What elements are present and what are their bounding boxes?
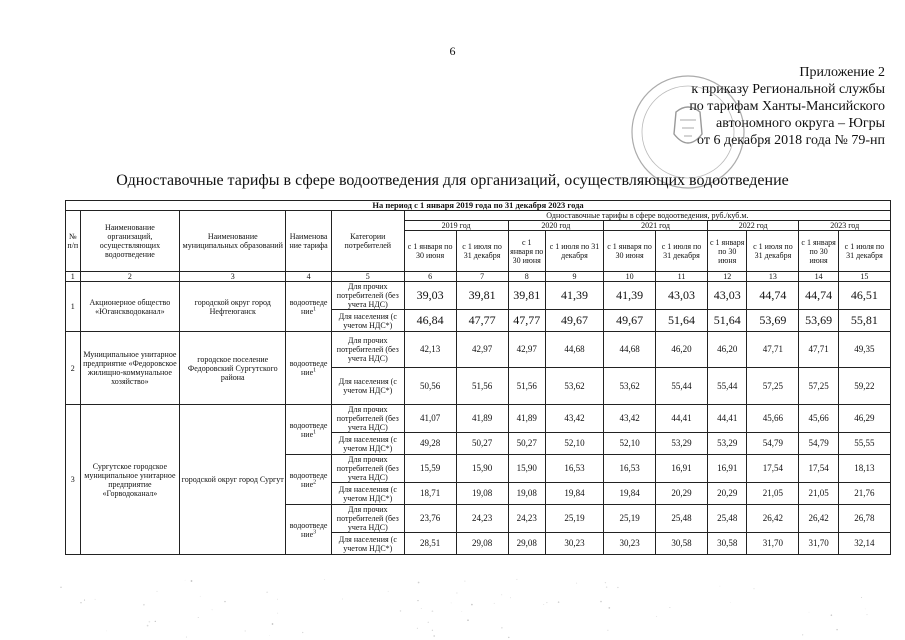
sub-period-header: с 1 июля по 31 декабря [456,231,508,272]
tariff-value: 15,90 [456,455,508,483]
column-number: 12 [707,272,746,282]
tariff-value: 16,53 [604,455,656,483]
org-number: 2 [66,332,81,405]
sub-period-header: с 1 января по 30 июня [799,231,838,272]
table-row [66,211,891,221]
tariff-value: 17,54 [799,455,838,483]
tariff-value: 50,27 [456,433,508,455]
consumer-category: Для населения (с учетом НДС*) [331,433,404,455]
tariff-value: 41,89 [456,405,508,433]
tariff-value: 53,69 [747,310,799,332]
tariff-value: 43,42 [604,405,656,433]
consumer-category: Для прочих потребителей (без учета НДС) [331,332,404,368]
column-number: 5 [331,272,404,282]
tariff-name: водоотведе ние$^1$ [286,332,332,405]
tariff-value: 49,67 [604,310,656,332]
appendix-line-4: автономного округа – Югры [716,116,885,131]
tariff-value: 41,07 [404,405,456,433]
tariff-value: 53,29 [656,433,708,455]
column-number: 9 [545,272,603,282]
column-number: 8 [508,272,545,282]
org-name: Сургутское городское муниципальное унитарное предприятие «Горводоканал» [80,405,180,555]
tariff-value: 21,05 [799,483,838,505]
tariff-value: 21,76 [838,483,890,505]
tariff-value: 43,03 [656,282,708,310]
tariff-value: 41,39 [545,282,603,310]
tariff-value: 44,74 [799,282,838,310]
tariff-value: 24,23 [508,505,545,533]
org-number: 1 [66,282,81,332]
tariff-value: 51,64 [707,310,746,332]
tariff-value: 32,14 [838,533,890,555]
tariff-value: 30,23 [604,533,656,555]
tariff-value: 31,70 [747,533,799,555]
sub-period-header: с 1 января по 30 июня [604,231,656,272]
consumer-category: Для населения (с учетом НДС*) [331,533,404,555]
tariff-value: 55,81 [838,310,890,332]
tariff-value: 44,68 [604,332,656,368]
tariff-value: 15,90 [508,455,545,483]
scan-noise [40,578,900,640]
consumer-category: Для прочих потребителей (без учета НДС) [331,505,404,533]
tariff-value: 52,10 [545,433,603,455]
column-number: 3 [180,272,286,282]
tariff-value: 16,91 [656,455,708,483]
tariff-value: 46,20 [707,332,746,368]
tariff-value: 43,42 [545,405,603,433]
column-number: 14 [799,272,838,282]
tariff-value: 46,51 [838,282,890,310]
tariff-value: 46,20 [656,332,708,368]
tariff-value: 21,05 [747,483,799,505]
tariff-value: 31,70 [799,533,838,555]
tariff-value: 57,25 [747,368,799,405]
tariff-value: 55,44 [707,368,746,405]
municipality-name: городское поселение Федоровский Сургутского района [180,332,286,405]
sub-period-header: с 1 июля по 31 декабря [838,231,890,272]
tariff-value: 42,97 [456,332,508,368]
column-number: 11 [656,272,708,282]
tariff-value: 30,23 [545,533,603,555]
tariff-value: 54,79 [799,433,838,455]
tariff-value: 16,53 [545,455,603,483]
document-title: Одноставочные тарифы в сфере водоотведения для организаций, осуществляющих водоотведение [116,172,789,189]
sub-period-header: с 1 января по 30 июня [508,231,545,272]
tariff-value: 43,03 [707,282,746,310]
tariff-value: 26,78 [838,505,890,533]
tariff-value: 15,59 [404,455,456,483]
appendix-line-3: по тарифам Ханты-Мансийского [689,99,885,114]
tariff-value: 50,27 [508,433,545,455]
appendix-line-2: к приказу Региональной службы [691,82,885,97]
table-row [66,201,891,211]
tariff-value: 39,81 [508,282,545,310]
column-number: 7 [456,272,508,282]
tariff-value: 45,66 [747,405,799,433]
col-header-num: № п/п [66,211,81,272]
municipality-name: городской округ город Нефтеюганск [180,282,286,332]
tariff-value: 59,22 [838,368,890,405]
tariff-value: 52,10 [604,433,656,455]
tariff-value: 25,19 [545,505,603,533]
tariff-value: 46,29 [838,405,890,433]
tariff-value: 49,67 [545,310,603,332]
tariff-value: 53,29 [707,433,746,455]
tariff-value: 18,71 [404,483,456,505]
consumer-category: Для прочих потребителей (без учета НДС) [331,282,404,310]
tariff-value: 45,66 [799,405,838,433]
tariff-value: 47,77 [456,310,508,332]
tariff-name: водоотведе ние$^1$ [286,282,332,332]
tariff-value: 30,58 [707,533,746,555]
footnote-marker: 1 [313,367,317,374]
table-row [66,282,891,310]
footnote-marker: 1 [313,428,317,435]
page-number: 6 [449,44,456,58]
tariff-value: 53,62 [545,368,603,405]
tariff-value: 19,08 [456,483,508,505]
tariff-value: 51,64 [656,310,708,332]
tariff-value: 42,13 [404,332,456,368]
col-header-tariffs-group: Одноставочные тарифы в сфере водоотведения, руб./куб.м. [404,211,890,221]
tariff-value: 25,48 [707,505,746,533]
column-number: 10 [604,272,656,282]
consumer-category: Для населения (с учетом НДС*) [331,310,404,332]
tariff-value: 53,62 [604,368,656,405]
tariff-value: 20,29 [656,483,708,505]
year-header: 2023 год [799,221,891,231]
tariff-value: 51,56 [508,368,545,405]
tariff-value: 16,91 [707,455,746,483]
year-header: 2021 год [604,221,708,231]
tariff-value: 39,81 [456,282,508,310]
tariff-value: 44,68 [545,332,603,368]
sub-period-header: с 1 июля по 31 декабря [656,231,708,272]
tariff-value: 24,23 [456,505,508,533]
sub-period-header: с 1 января по 30 июня [404,231,456,272]
year-header: 2020 год [508,221,604,231]
municipality-name: городской округ город Сургут [180,405,286,555]
period-header: На период с 1 января 2019 года по 31 декабря 2023 года [66,201,891,211]
tariff-table [65,200,891,555]
tariff-table-body [66,201,891,555]
sub-period-header: с 1 января по 30 июня [707,231,746,272]
org-name: Акционерное общество «Юганскводоканал» [80,282,180,332]
footnote-marker: 1 [313,305,317,312]
tariff-value: 57,25 [799,368,838,405]
tariff-name: водоотведе ние$^1$ [286,405,332,455]
tariff-name: водоотведе ние$^3$ [286,505,332,555]
tariff-value: 17,54 [747,455,799,483]
col-header-municipality: Наименование муниципальных образований [180,211,286,272]
column-number: 1 [66,272,81,282]
tariff-value: 26,42 [799,505,838,533]
tariff-value: 29,08 [508,533,545,555]
consumer-category: Для населения (с учетом НДС*) [331,368,404,405]
tariff-value: 44,41 [656,405,708,433]
tariff-value: 25,19 [604,505,656,533]
tariff-value: 51,56 [456,368,508,405]
col-header-category: Категории потребителей [331,211,404,272]
consumer-category: Для прочих потребителей (без учета НДС) [331,455,404,483]
tariff-value: 50,56 [404,368,456,405]
tariff-value: 39,03 [404,282,456,310]
table-row [66,405,891,433]
col-header-org: Наименование организаций, осуществляющих водоотведение [80,211,180,272]
tariff-value: 47,77 [508,310,545,332]
tariff-value: 41,89 [508,405,545,433]
tariff-value: 54,79 [747,433,799,455]
tariff-value: 53,69 [799,310,838,332]
tariff-value: 42,97 [508,332,545,368]
tariff-value: 30,58 [656,533,708,555]
column-number: 13 [747,272,799,282]
tariff-value: 20,29 [707,483,746,505]
org-number: 3 [66,405,81,555]
appendix-line-5: от 6 декабря 2018 года № 79-нп [697,133,885,148]
column-number: 15 [838,272,890,282]
footnote-marker: 2 [313,478,317,485]
tariff-value: 49,28 [404,433,456,455]
tariff-value: 29,08 [456,533,508,555]
tariff-value: 25,48 [656,505,708,533]
tariff-value: 49,35 [838,332,890,368]
tariff-value: 23,76 [404,505,456,533]
footnote-marker: 3 [313,528,317,535]
column-number: 4 [286,272,332,282]
tariff-name: водоотведе ние$^2$ [286,455,332,505]
org-name: Муниципальное унитарное предприятие «Федоровское жилищно-коммунальное хозяйство» [80,332,180,405]
tariff-value: 19,84 [545,483,603,505]
tariff-value: 47,71 [747,332,799,368]
consumer-category: Для прочих потребителей (без учета НДС) [331,405,404,433]
appendix-line-1: Приложение 2 [799,65,885,80]
tariff-value: 19,08 [508,483,545,505]
tariff-value: 44,41 [707,405,746,433]
tariff-value: 41,39 [604,282,656,310]
column-number: 2 [80,272,180,282]
consumer-category: Для населения (с учетом НДС*) [331,483,404,505]
sub-period-header: с 1 июля по 31 декабря [747,231,799,272]
tariff-value: 55,55 [838,433,890,455]
year-header: 2022 год [707,221,798,231]
table-row [66,272,891,282]
tariff-value: 28,51 [404,533,456,555]
tariff-value: 44,74 [747,282,799,310]
sub-period-header: с 1 июля по 31 декабря [545,231,603,272]
tariff-value: 19,84 [604,483,656,505]
tariff-value: 55,44 [656,368,708,405]
table-row [66,332,891,368]
tariff-value: 47,71 [799,332,838,368]
col-header-tariff-name: Наименова ние тарифа [286,211,332,272]
tariff-value: 18,13 [838,455,890,483]
tariff-value: 26,42 [747,505,799,533]
column-number: 6 [404,272,456,282]
year-header: 2019 год [404,221,508,231]
tariff-value: 46,84 [404,310,456,332]
